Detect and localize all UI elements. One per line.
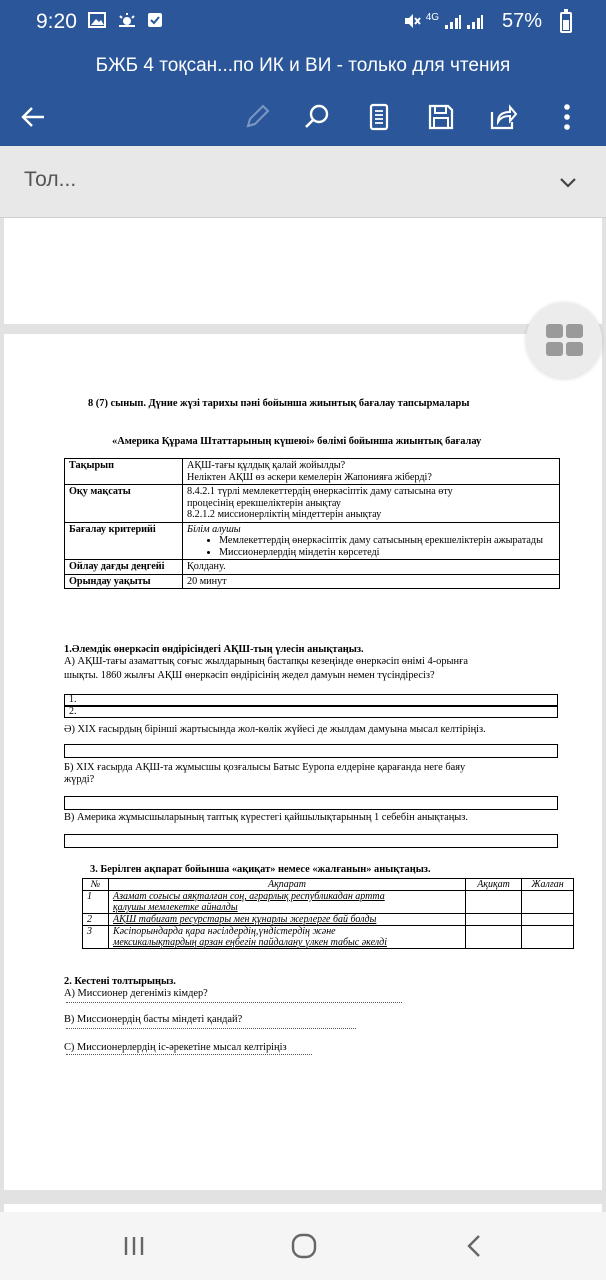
reading-view-button[interactable]	[356, 94, 402, 140]
criteria-intro: Білім алушы	[187, 523, 241, 535]
chevron-left-icon	[463, 1233, 485, 1259]
criteria-item: • Миссионерлердің міндетін көрсетеді	[219, 547, 555, 559]
back-button[interactable]	[10, 94, 56, 140]
true-cell[interactable]	[466, 926, 522, 949]
table-row	[83, 891, 574, 914]
table-row	[65, 560, 560, 575]
network-type: 4G	[425, 12, 440, 23]
document-view[interactable]	[0, 218, 606, 1212]
row-text-line: Кәсіпорындарда қара нәсілдердің,үндістердің және	[112, 926, 336, 937]
row-number: 2	[83, 914, 109, 926]
q2-b: В) Миссионердің басты міндеті қандай?	[64, 1014, 243, 1025]
false-cell[interactable]	[522, 926, 574, 949]
share-icon	[488, 102, 518, 132]
q1-a-line: А) АҚШ-тағы азаматтық соғыс жылдарының бастапқы кезеңінде өнеркәсіп өнімі 4-орынға	[64, 656, 468, 667]
check-icon	[147, 12, 163, 28]
table-row	[83, 926, 574, 949]
q2-a: А) Миссионер дегеніміз кімдер?	[64, 988, 208, 999]
criteria-label: Бағалау критерийі	[65, 522, 183, 560]
time-value: 20 минут	[183, 574, 560, 589]
objective-line: 8.2.1.2 миссионерліктің міндеттерін анықтау	[187, 509, 382, 520]
row-text-line: мексикалықтардың арзан еңбегін пайдалану үлкен табыс әкелді	[112, 937, 387, 948]
objective-line: 8.4.2.1 түрлі мемлекеттердің өнеркәсіптік даму сатысына өту	[187, 486, 453, 497]
topic-line: АҚШ-тағы құлдық қалай жойылды?	[187, 460, 346, 471]
table-row	[83, 914, 574, 926]
home-button[interactable]	[280, 1226, 328, 1266]
true-cell[interactable]	[466, 891, 522, 914]
search-icon	[302, 102, 332, 132]
save-button[interactable]	[418, 94, 464, 140]
answer-dots	[66, 1054, 312, 1055]
recent-apps-button[interactable]	[110, 1226, 158, 1266]
table-row	[65, 459, 560, 485]
table-row	[65, 574, 560, 589]
thinking-level-label: Ойлау дағды деңгейі	[65, 560, 183, 575]
battery-icon	[560, 12, 572, 33]
criteria-value	[183, 522, 560, 560]
q1-a-line: шықты. 1860 жылғы АҚШ өнеркәсіп өндірісінің жедел дамуын немен түсіндіресіз?	[64, 670, 435, 681]
save-icon	[426, 102, 456, 132]
q1-b1: Ә) XIX ғасырдың бірінші жартысында жол-көлік жүйесі де жылдам дамуына мысал келтіріңіз.	[64, 724, 486, 735]
row-text	[108, 926, 465, 949]
document-title: БЖБ 4 тоқсан...по ИК и ВИ - только для чтения	[0, 46, 606, 88]
answer-box	[64, 796, 558, 810]
row-text	[108, 891, 465, 914]
more-icon	[552, 102, 582, 132]
row-text-line: АҚШ табиғат ресурстары мен құнарлы жерлерге бай болды	[112, 914, 377, 925]
back-arrow-icon	[18, 102, 48, 132]
false-cell[interactable]	[522, 891, 574, 914]
grid-icon	[566, 342, 583, 356]
pen-icon	[242, 102, 272, 132]
recents-icon	[121, 1234, 147, 1258]
answer-box	[64, 834, 558, 848]
toolbar	[0, 88, 606, 146]
next-page	[4, 1204, 602, 1212]
row-text-line: Азамат соғысы аяқталған соң, аграрлық республикадан артта	[112, 891, 385, 902]
row-number: 1	[83, 891, 109, 914]
answer-dots	[66, 1002, 402, 1003]
status-time: 9:20	[36, 10, 77, 33]
row-text	[108, 914, 465, 926]
q1-title: 1.Әлемдік өнеркәсіп өндірісіндегі АҚШ-тың үлесін анықтаңыз.	[64, 644, 364, 655]
document-name: Тол...	[24, 168, 77, 191]
grid-icon	[566, 324, 583, 338]
grid-icon	[546, 324, 563, 338]
more-options-button[interactable]	[544, 94, 590, 140]
topic-value	[183, 459, 560, 485]
row-number: 3	[83, 926, 109, 949]
time-label: Орындау уақыты	[65, 574, 183, 589]
page-thumbnails-button[interactable]	[526, 302, 602, 378]
q2-c: С) Миссионерлердің іс-әрекетіне мысал келтіріңіз	[64, 1042, 287, 1053]
assessment-meta-table	[64, 458, 560, 589]
search-button[interactable]	[294, 94, 340, 140]
system-back-button[interactable]	[450, 1226, 498, 1266]
chevron-down-icon[interactable]	[556, 170, 580, 194]
topic-line: Неліктен АҚШ өз әскери кемелерін Жапонияға жіберді?	[187, 471, 432, 483]
row-text-line: қалушы мемлекетке айналды	[112, 902, 238, 913]
thinking-level-value: Қолдану.	[183, 560, 560, 575]
answer-line: 1.	[64, 694, 558, 706]
grid-icon	[546, 342, 563, 356]
col-header: Ақиқат	[466, 879, 522, 891]
battery-percent: 57%	[501, 10, 542, 32]
objectives-label: Оқу мақсаты	[65, 485, 183, 523]
document-header[interactable]	[0, 146, 606, 218]
share-button[interactable]	[480, 94, 526, 140]
status-bar	[0, 0, 606, 46]
col-header: Ақпарат	[108, 879, 465, 891]
true-cell[interactable]	[466, 914, 522, 926]
criteria-item: • Мемлекеттердің өнеркәсіптік даму сатысының ерекшеліктерін ажыратады	[219, 535, 555, 547]
q2-title: 2. Кестені толтырыңыз.	[64, 976, 176, 987]
mute-icon	[403, 12, 421, 30]
objectives-value	[183, 485, 560, 523]
table-row	[65, 485, 560, 523]
gallery-icon	[88, 12, 106, 28]
col-header: №	[83, 879, 109, 891]
col-header: Жалған	[522, 879, 574, 891]
true-false-table	[82, 878, 574, 949]
signal-icon-2	[466, 14, 484, 30]
answer-dots	[66, 1028, 356, 1029]
q1-b-line: жүрді?	[64, 774, 95, 785]
system-navigation-bar	[0, 1212, 606, 1280]
q1-b-line: Б) XIX ғасырда АҚШ-та жұмысшы қозғалысы Батыс Еуропа елдеріне қарағанда неге баяу	[64, 762, 466, 773]
edit-button[interactable]	[234, 94, 280, 140]
home-icon	[290, 1232, 318, 1260]
false-cell[interactable]	[522, 914, 574, 926]
notification-icons	[88, 12, 163, 33]
answer-line: 2.	[64, 706, 558, 718]
doc-subheading: «Америка Құрама Штаттарының күшеюі» бөлімі бойынша жиынтық бағалау	[112, 436, 482, 447]
previous-page	[4, 218, 602, 324]
table-header-row	[83, 879, 574, 891]
q1-v: В) Америка жұмысшыларының таптық күрестегі қайшылықтарының 1 себебін анықтаңыз.	[64, 812, 468, 823]
topic-label: Тақырып	[65, 459, 183, 485]
doc-heading: 8 (7) сынып. Дүние жүзі тарихы пәні бойынша жиынтық бағалау тапсырмалары	[88, 398, 470, 409]
document-page	[4, 334, 602, 1190]
weather-icon	[117, 12, 137, 28]
answer-box	[64, 744, 558, 758]
reading-view-icon	[364, 102, 394, 132]
objective-line: процесінің ерекшеліктерін анықтау	[187, 497, 342, 509]
q3-title: 3. Берілген ақпарат бойынша «ақиқат» немесе «жалғанын» анықтаңыз.	[90, 864, 431, 875]
signal-icon	[444, 14, 462, 30]
signal-icons	[403, 12, 484, 35]
table-row	[65, 522, 560, 560]
